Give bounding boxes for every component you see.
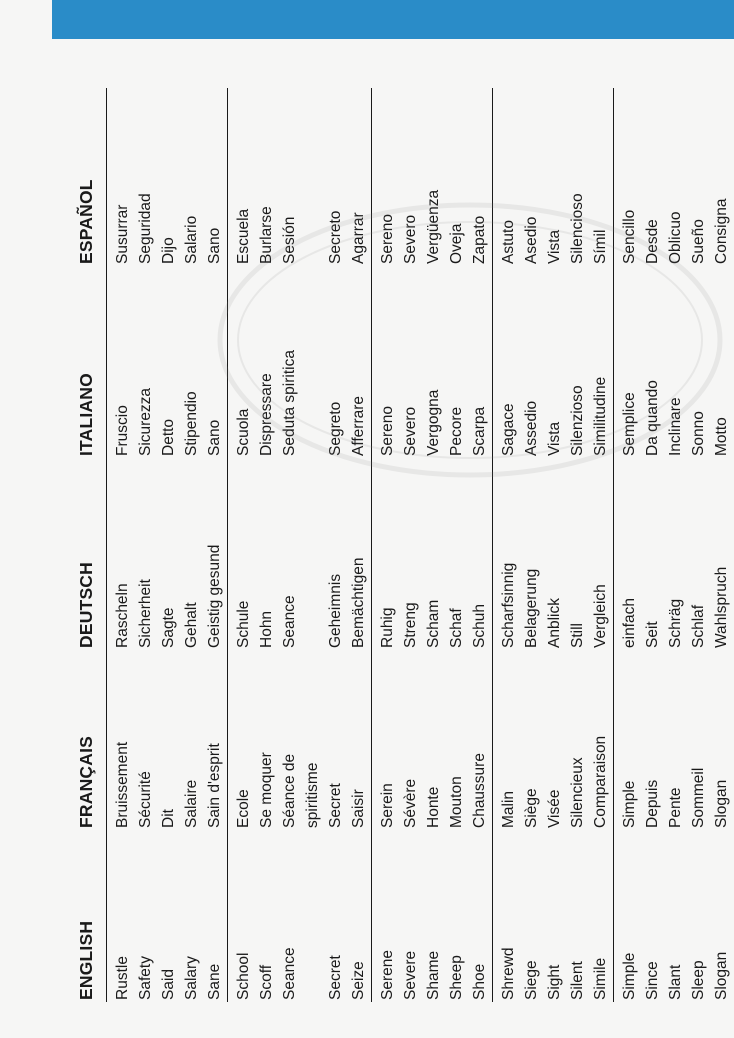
cell-english: Simile (592, 957, 609, 1000)
cell-francais: Honte (425, 786, 442, 828)
cell-italiano: Vergogna (425, 389, 442, 456)
cell-francais: Serein (379, 783, 396, 828)
cell-francais: Depuis (644, 779, 661, 828)
cell-italiano: Stipendio (183, 391, 200, 456)
cell-english: Shame (425, 950, 442, 1000)
table-row (468, 88, 491, 1002)
header-deutsch: DEUTSCH (75, 562, 96, 648)
header-espanol: ESPAÑOL (75, 179, 96, 264)
table-row (203, 88, 226, 1002)
cell-italiano: Sano (206, 419, 223, 456)
header-italiano: ITALIANO (75, 373, 96, 456)
table-row (641, 88, 664, 1002)
table-body (106, 88, 734, 1002)
cell-deutsch: Schräg (667, 598, 684, 648)
cell-espanol: Secreto (327, 210, 344, 264)
cell-deutsch: Sicherheit (137, 579, 154, 648)
cell-espanol (301, 88, 324, 264)
cell-deutsch: Schlaf (690, 604, 707, 648)
cell-english: Sight (546, 964, 563, 1000)
cell-italiano: Scuola (235, 408, 252, 456)
cell-francais: Siège (523, 788, 540, 828)
cell-italiano: Motto (713, 417, 730, 456)
cell-espanol: Oveja (448, 223, 465, 264)
cell-francais: Ecole (235, 789, 252, 828)
table-row (134, 88, 157, 1002)
word-group (106, 88, 227, 1002)
cell-deutsch: Wahlspruch (713, 566, 730, 648)
table-row (255, 88, 278, 1002)
cell-deutsch (301, 456, 324, 648)
cell-deutsch: Hohn (258, 610, 275, 648)
table-row (301, 88, 324, 1002)
cell-deutsch: Gehalt (183, 602, 200, 648)
cell-italiano: Vista (546, 421, 563, 456)
cell-deutsch: Bemächtigen (350, 557, 367, 648)
cell-espanol: Silencioso (569, 193, 586, 264)
cell-italiano: Detto (160, 418, 177, 456)
table-row (543, 88, 566, 1002)
cell-espanol: Oblicuo (667, 211, 684, 264)
cell-francais: Pente (667, 787, 684, 828)
cell-italiano (301, 264, 324, 456)
cell-italiano: Sicurezza (137, 387, 154, 456)
table-row (566, 88, 589, 1002)
cell-francais: Salaire (183, 779, 200, 828)
cell-francais: Chaussure (471, 753, 488, 828)
cell-francais: Séance de (281, 753, 298, 828)
cell-francais: Dit (160, 809, 177, 828)
cell-italiano: Pecore (448, 406, 465, 456)
cell-italiano: Severo (402, 406, 419, 456)
cell-francais: Simple (621, 780, 638, 828)
table-row (687, 88, 710, 1002)
table-row (520, 88, 543, 1002)
cell-english: Sane (206, 963, 223, 1000)
word-group (613, 88, 734, 1002)
table-row (710, 88, 733, 1002)
cell-espanol: Asedio (523, 216, 540, 264)
table-row (376, 88, 399, 1002)
cell-deutsch: Still (569, 623, 586, 648)
cell-espanol: Consigna (713, 198, 730, 264)
cell-english: Siege (523, 960, 540, 1000)
cell-italiano: Seduta spiritica (281, 350, 298, 456)
cell-english: Scoff (258, 964, 275, 1000)
cell-francais: Malin (500, 790, 517, 828)
cell-deutsch: Scham (425, 599, 442, 648)
cell-francais: Mouton (448, 776, 465, 828)
table-row (445, 88, 468, 1002)
cell-english: Slogan (713, 951, 730, 1000)
cell-espanol: Dijo (160, 237, 177, 264)
vocabulary-table (66, 88, 734, 1002)
cell-deutsch: Streng (402, 602, 419, 648)
cell-english: Shrewd (500, 947, 517, 1000)
word-group (371, 88, 492, 1002)
cell-english: Sheep (448, 955, 465, 1000)
cell-italiano: Silenzioso (569, 385, 586, 456)
table-row (664, 88, 687, 1002)
cell-deutsch: Rascheln (114, 583, 131, 648)
table-row (497, 88, 520, 1002)
cell-deutsch: Schule (235, 600, 252, 648)
cell-espanol: Burlarse (258, 206, 275, 264)
cell-deutsch: Anblick (546, 598, 563, 648)
table-row (232, 88, 255, 1002)
cell-espanol: Vista (546, 229, 563, 264)
cell-deutsch: Geistig gesund (206, 544, 223, 648)
cell-english: Severe (402, 950, 419, 1000)
cell-francais: Sommeil (690, 767, 707, 828)
cell-espanol: Desde (644, 219, 661, 264)
cell-deutsch: Scharfsinnig (500, 562, 517, 648)
cell-english: Since (644, 961, 661, 1000)
table-row (399, 88, 422, 1002)
table-header (66, 88, 106, 1002)
cell-francais: Visée (546, 789, 563, 828)
cell-english: Said (160, 968, 177, 1000)
cell-espanol: Vergüenza (425, 189, 442, 264)
cell-espanol: Sueño (690, 219, 707, 264)
cell-italiano: Dispressare (258, 373, 275, 456)
cell-deutsch: Belagerung (523, 568, 540, 648)
cell-deutsch: Seance (281, 595, 298, 648)
cell-espanol: Sesión (281, 216, 298, 264)
cell-francais: Bruissement (114, 741, 131, 828)
cell-espanol: Sencillo (621, 209, 638, 264)
cell-espanol: Escuela (235, 208, 252, 264)
cell-espanol: Salario (183, 215, 200, 264)
cell-francais: Se moquer (258, 752, 275, 828)
cell-deutsch: einfach (621, 598, 638, 648)
cell-francais: Secret (327, 783, 344, 828)
cell-francais: Sain d'esprit (206, 743, 223, 828)
cell-italiano: Inclinare (667, 397, 684, 456)
cell-italiano: Segreto (327, 401, 344, 456)
cell-deutsch: Schuh (471, 604, 488, 648)
cell-english: Slant (667, 964, 684, 1000)
top-color-band (52, 0, 734, 39)
table-row (618, 88, 641, 1002)
cell-italiano: Scarpa (471, 406, 488, 456)
cell-espanol: Susurrar (114, 204, 131, 264)
cell-italiano: Fruscio (114, 405, 131, 456)
cell-english: Seance (281, 947, 298, 1000)
cell-espanol: Sano (206, 227, 223, 264)
cell-francais: Sévère (402, 778, 419, 828)
cell-francais: Silencieux (569, 757, 586, 828)
cell-italiano: Da quando (644, 380, 661, 456)
cell-espanol: Agarrar (350, 212, 367, 264)
cell-english: Shoe (471, 963, 488, 1000)
cell-espanol: Zapato (471, 215, 488, 264)
table-row (589, 88, 612, 1002)
cell-deutsch: Ruhig (379, 607, 396, 648)
cell-espanol: Astuto (500, 220, 517, 264)
cell-english: Seize (350, 961, 367, 1000)
header-english: ENGLISH (75, 920, 96, 1000)
cell-deutsch: Sagte (160, 607, 177, 648)
cell-italiano: Semplice (621, 392, 638, 456)
cell-italiano: Assedio (523, 400, 540, 456)
cell-english: Safety (137, 956, 154, 1000)
cell-espanol: Seguridad (137, 193, 154, 264)
cell-english: Serene (379, 950, 396, 1000)
table-row (324, 88, 347, 1002)
cell-english: Simple (621, 952, 638, 1000)
cell-deutsch: Seit (644, 621, 661, 648)
cell-francais: Sécurité (137, 771, 154, 828)
cell-francais: spiritisme (304, 762, 321, 828)
cell-english (301, 828, 324, 1002)
cell-deutsch: Vergleich (592, 584, 609, 648)
cell-italiano: Afferrare (350, 395, 367, 456)
cell-francais: Slogan (713, 779, 730, 828)
cell-francais: Saisir (350, 789, 367, 828)
cell-english: Silent (569, 961, 586, 1000)
table-row (111, 88, 134, 1002)
cell-italiano: Similitudine (592, 376, 609, 456)
cell-english: Secret (327, 955, 344, 1000)
cell-english: Rustle (114, 956, 131, 1000)
word-group (227, 88, 371, 1002)
cell-francais: Comparaison (592, 735, 609, 828)
cell-espanol: Sereno (379, 214, 396, 264)
word-group (492, 88, 613, 1002)
cell-deutsch: Geheimnis (327, 573, 344, 648)
cell-english: Sleep (690, 960, 707, 1000)
cell-espanol: Severo (402, 214, 419, 264)
cell-italiano: Sonno (690, 411, 707, 456)
cell-english: School (235, 952, 252, 1000)
cell-italiano: Sereno (379, 406, 396, 456)
table-row (422, 88, 445, 1002)
vocabulary-page (50, 70, 732, 1020)
header-francais: FRANÇAIS (75, 735, 96, 828)
cell-italiano: Sagace (500, 403, 517, 456)
table-row (347, 88, 370, 1002)
cell-english: Salary (183, 956, 200, 1000)
cell-deutsch: Schaf (448, 608, 465, 648)
cell-espanol: Símil (592, 229, 609, 264)
table-row (180, 88, 203, 1002)
table-row (157, 88, 180, 1002)
table-row (278, 88, 301, 1002)
